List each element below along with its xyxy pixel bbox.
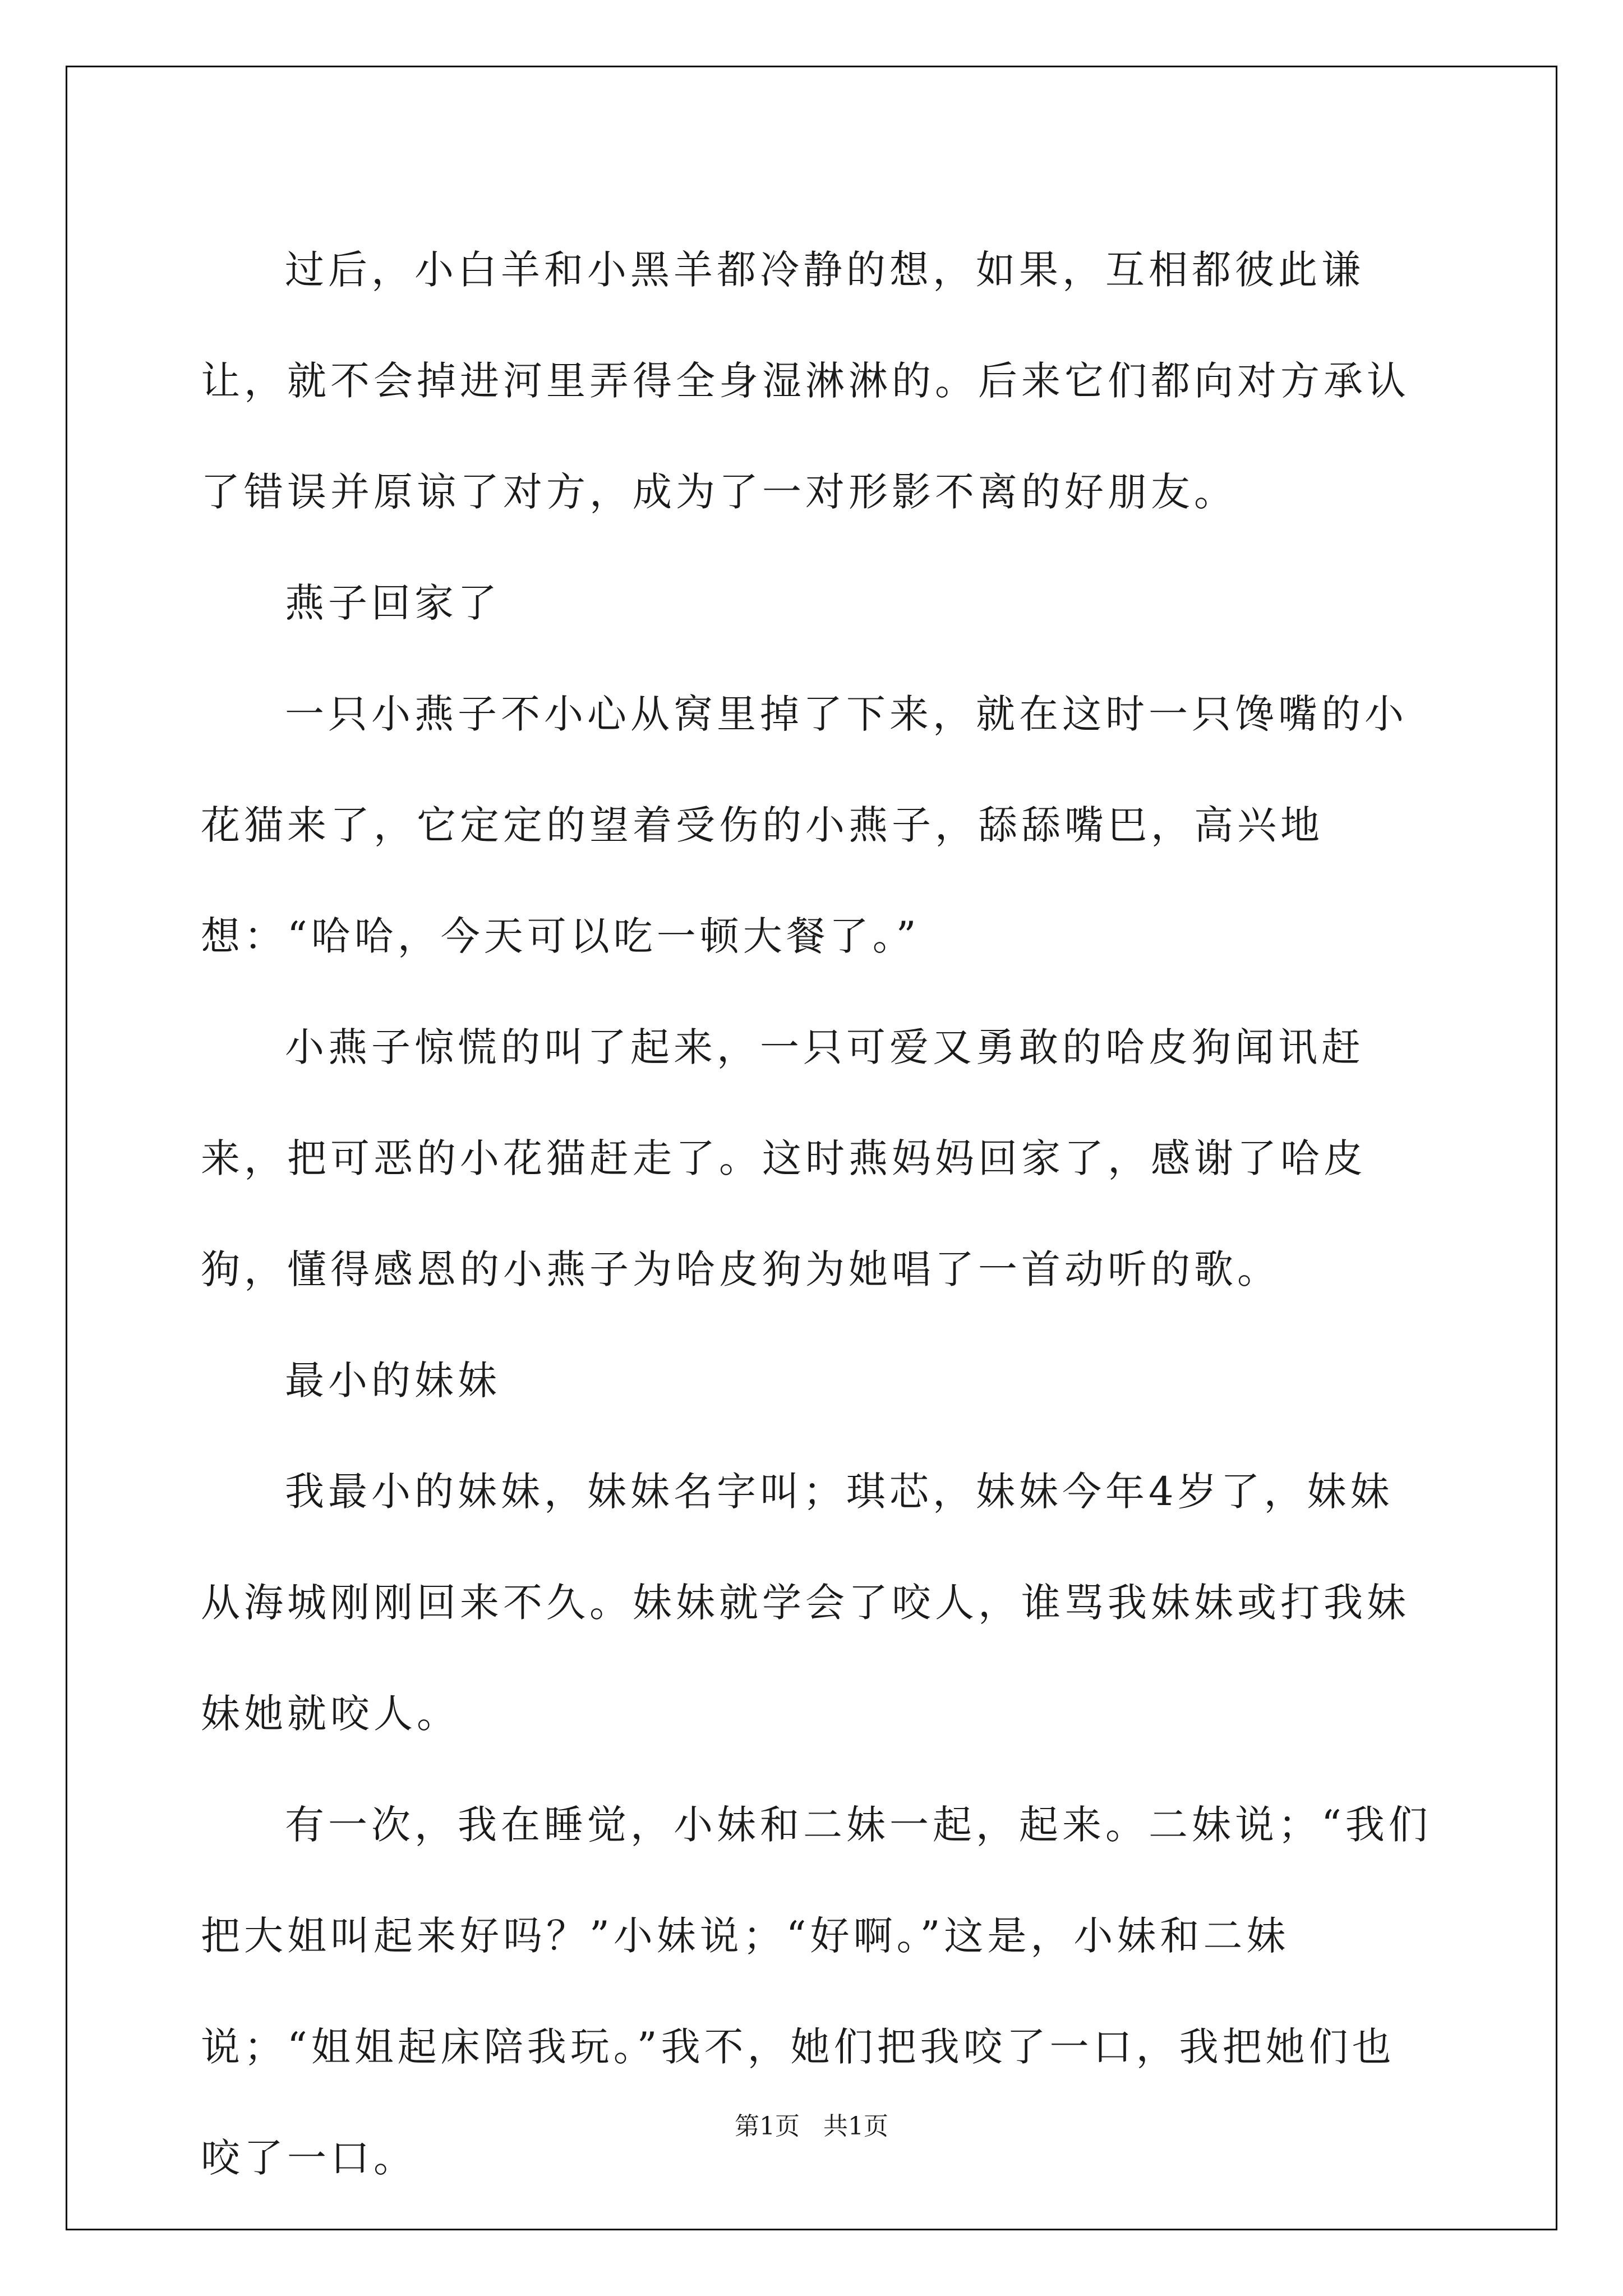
section-heading: 燕子回家了: [285, 580, 501, 626]
paragraph: 小燕子惊慌的叫了起来，一只可爱又勇敢的哈皮狗闻讯赶来，把可恶的小花猫赶走了。这时燕妈妈回家了，感谢了哈皮狗，懂得感恩的小燕子为哈皮狗为她唱了一首动听的歌。: [201, 1024, 1367, 1292]
page-footer: 第1页 共1页: [735, 2112, 888, 2141]
document-body: [201, 214, 1435, 2214]
paragraph: 一只小燕子不小心从窝里掉了下来，就在这时一只馋嘴的小花猫来了，它定定的望着受伤的小燕子，舔舔嘴巴，高兴地想：“哈哈，今天可以吃一顿大餐了。”: [201, 691, 1408, 959]
section-heading: 最小的妹妹: [285, 1358, 501, 1404]
paragraph: 过后，小白羊和小黑羊都冷静的想，如果，互相都彼此谦让，就不会掉进河里弄得全身湿淋淋的。后来它们都向对方承认了错误并原谅了对方，成为了一对形影不离的好朋友。: [201, 247, 1410, 515]
paragraph: 我最小的妹妹，妹妹名字叫；琪芯，妹妹今年4岁了，妹妹从海城刚刚回来不久。妹妹就学会了咬人，谁骂我妹妹或打我妹妹她就咬人。: [201, 1469, 1410, 1737]
paragraph: 有一次，我在睡觉，小妹和二妹一起，起来。二妹说；“我们把大姐叫起来好吗？”小妹说；“好啊。”这是，小妹和二妹说；“姐姐起床陪我玩。”我不，她们把我咬了一口，我把她们也咬了一口。: [201, 1802, 1432, 2181]
